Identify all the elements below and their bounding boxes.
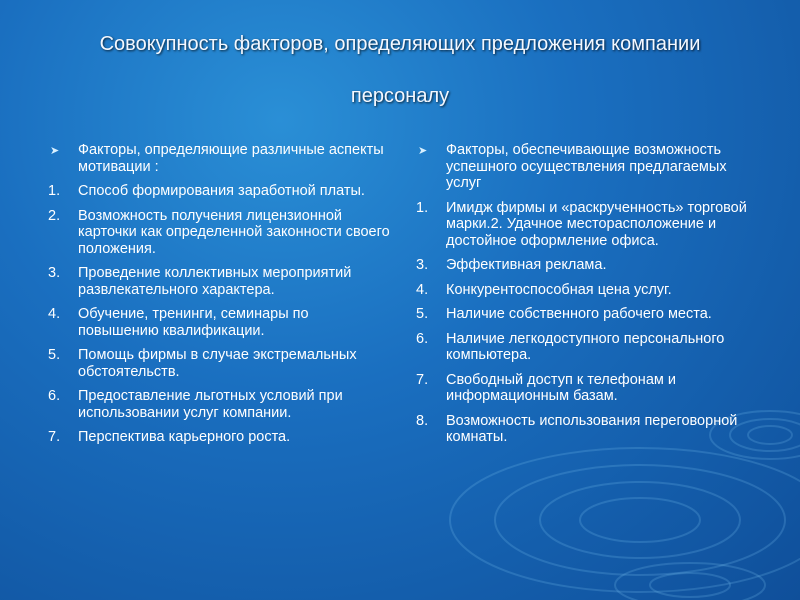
item-text: Свободный доступ к телефонам и информационным базам. [446,371,676,404]
item-text: Эффективная реклама. [446,257,607,273]
right-heading [416,142,761,192]
list-item [48,183,393,200]
list-item [48,208,393,258]
item-text: Перспектива карьерного роста. [78,429,291,445]
item-text: Проведение коллективных мероприятий развлекательного характера. [78,265,352,298]
item-number: 4. [48,306,61,322]
right-heading-text: Факторы, обеспечивающие возможность успешного осуществления предлагаемых услуг [446,142,727,191]
item-number: 3. [48,265,61,281]
item-number: 6. [416,330,429,347]
list-item [48,265,393,298]
item-number: 7. [416,371,429,388]
list-item [48,347,393,380]
item-number: 5. [48,347,61,363]
list-item [416,413,761,446]
list-item [416,306,761,323]
item-text: Наличие легкодоступного персонального компьютера. [446,330,725,363]
item-number: 5. [416,306,429,322]
slide-title [40,18,760,122]
list-item [48,306,393,339]
list-item [416,200,761,250]
item-text: Предоставление льготных условий при использовании услуг компании. [78,388,343,421]
item-number: 2. [48,207,61,224]
item-number: 4. [416,281,429,298]
right-column [416,142,761,454]
item-number: 1. [48,183,61,199]
list-item [416,331,761,364]
list-item [416,372,761,405]
arrow-bullet-icon: ➤ [418,145,428,157]
left-heading-text: Факторы, определяющие различные аспекты мотивации : [78,142,384,175]
slide-title-line-2: персоналу [350,85,450,107]
item-number: 1. [416,199,429,216]
item-text: Возможность использования переговорной комнаты. [446,412,738,445]
item-number: 7. [48,429,61,445]
left-column [48,142,393,454]
left-heading [48,142,393,175]
item-text: Наличие собственного рабочего места. [446,306,712,322]
item-number: 6. [48,388,61,404]
item-number: 3. [416,257,429,273]
list-item [416,282,761,299]
slide-title-line-1: Совокупность факторов, определяющих предложения компании [99,33,701,55]
item-text: Имидж фирмы и «раскрученность» торговой марки.2. Удачное месторасположение и достойное оформление офиса. [446,199,747,249]
item-number: 8. [416,412,429,429]
arrow-bullet-icon: ➤ [50,145,60,157]
list-item [48,388,393,421]
item-text: Конкурентоспособная цена услуг. [446,281,672,298]
list-item [48,429,393,446]
item-text: Возможность получения лицензионной карточки как определенной законности своего положения. [78,207,390,257]
item-text: Обучение, тренинги, семинары по повышению квалификации. [78,306,309,339]
list-item [416,257,761,274]
item-text: Помощь фирмы в случае экстремальных обстоятельств. [78,347,357,380]
item-text: Способ формирования заработной платы. [78,183,365,199]
